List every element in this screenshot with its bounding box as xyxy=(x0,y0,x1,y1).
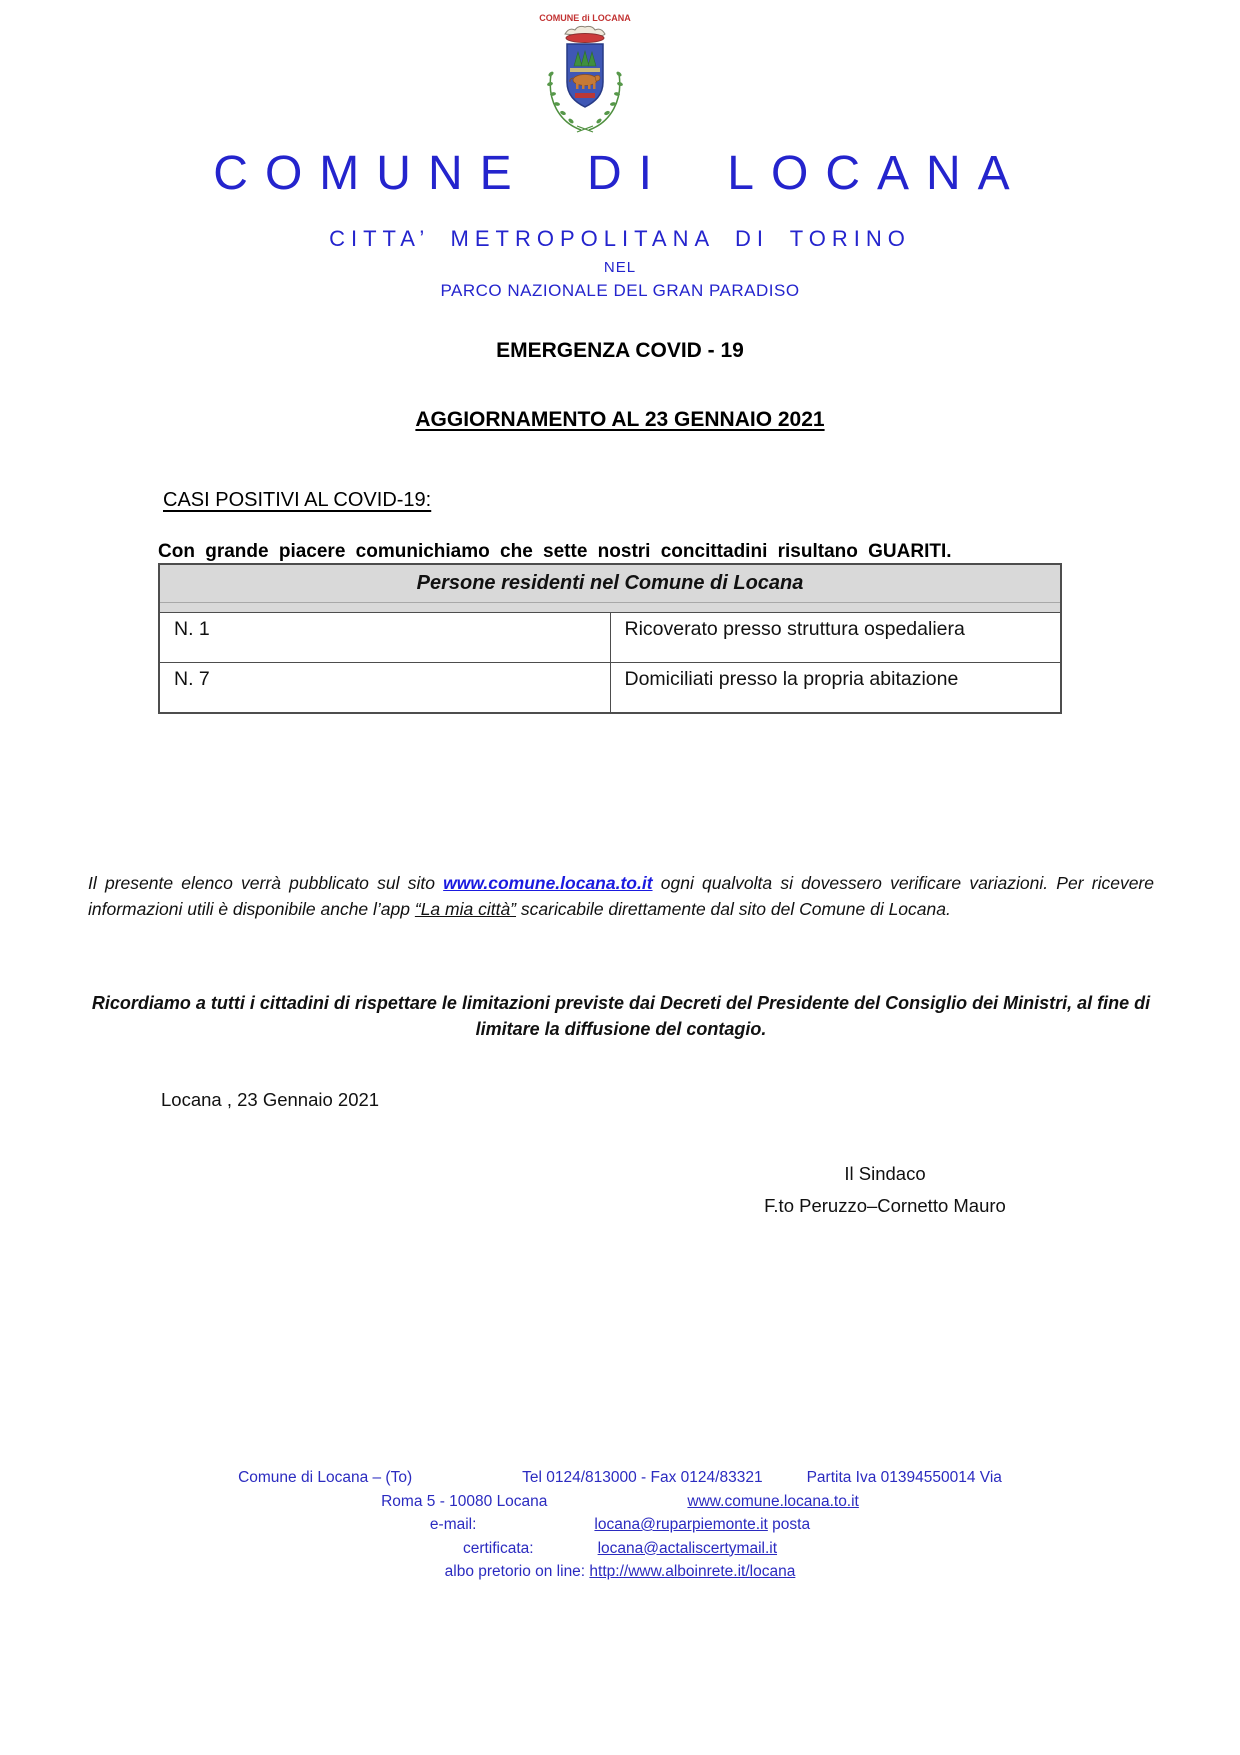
case-count: N. 1 xyxy=(159,613,610,663)
motto-ribbon xyxy=(575,93,595,98)
footer-tel-fax: Tel 0124/813000 - Fax 0124/83321 xyxy=(522,1469,763,1486)
good-news-line: Con grande piacere comunichiamo che sette nostri concittadini risultano GUARITI. xyxy=(158,541,952,562)
footer-email-label: e-mail: xyxy=(429,1516,477,1533)
cases-table xyxy=(158,563,1062,714)
site-link[interactable]: www.comune.locana.to.it xyxy=(443,872,653,893)
footer-albo-link[interactable]: http://www.alboinrete.it/locana xyxy=(589,1563,796,1580)
footer-line-1 xyxy=(0,1466,1240,1490)
spacer xyxy=(534,1552,598,1553)
municipal-coat-of-arms-icon xyxy=(537,12,633,138)
table-row xyxy=(159,613,1061,663)
cases-heading: CASI POSITIVI AL COVID-19: xyxy=(163,489,432,511)
table-header-cell: Persone residenti nel Comune di Locana xyxy=(159,564,1061,603)
footer-pec-label: certificata: xyxy=(462,1539,534,1557)
footer-site-link[interactable]: www.comune.locana.to.it xyxy=(687,1492,859,1510)
footer-email-link[interactable]: locana@ruparpiemonte.it xyxy=(594,1516,768,1533)
masthead-municipality: COMUNE DI LOCANA xyxy=(213,147,1027,200)
publication-info-paragraph xyxy=(88,870,1154,923)
spacer xyxy=(763,1481,807,1482)
info-text: scaricabile direttamente dal sito del Comune di Locana. xyxy=(516,899,951,919)
footer-address: Roma 5 - 10080 Locana xyxy=(381,1492,548,1510)
case-description: Ricoverato presso struttura ospedaliera xyxy=(610,613,1061,663)
crown-icon xyxy=(565,26,605,42)
footer-line-5 xyxy=(0,1560,1240,1584)
footer-vat: Partita Iva 01394550014 Via xyxy=(806,1469,1002,1486)
info-text: Il presente elenco verrà pubblicato sul sito xyxy=(88,872,444,893)
table-header-strip xyxy=(159,603,1061,613)
case-description: Domiciliati presso la propria abitazione xyxy=(610,663,1061,714)
table-row xyxy=(159,663,1061,714)
masthead-connector: NEL xyxy=(603,259,637,276)
reminder-paragraph: Ricordiamo a tutti i cittadini di rispettare le limitazioni previste dai Decreti del Presidente del Consiglio dei Ministri, al fine di limitare la diffusione del contagio. xyxy=(91,993,1151,1039)
logo-caption: COMUNE di LOCANA xyxy=(539,13,631,23)
footer-org: Comune di Locana – (To) xyxy=(238,1469,413,1486)
signature-role: Il Sindaco xyxy=(844,1163,926,1184)
footer-line-2 xyxy=(0,1490,1240,1514)
shield-icon xyxy=(567,44,603,107)
signature-block xyxy=(735,1158,1035,1222)
spacer xyxy=(476,1528,594,1529)
masthead-subtitle: CITTA’ METROPOLITANA DI TORINO xyxy=(329,226,911,251)
signature-name: F.to Peruzzo–Cornetto Mauro xyxy=(764,1195,1006,1216)
case-count: N. 7 xyxy=(159,663,610,714)
table-header-row xyxy=(159,564,1061,603)
app-name: “La mia città” xyxy=(414,899,517,919)
footer-line-3 xyxy=(0,1513,1240,1537)
emergency-heading: EMERGENZA COVID - 19 xyxy=(496,339,744,362)
footer-email-suffix: posta xyxy=(767,1516,811,1533)
dateline: Locana , 23 Gennaio 2021 xyxy=(161,1089,380,1110)
band-shape xyxy=(570,68,600,72)
footer-albo-label: albo pretorio on line: xyxy=(444,1563,590,1580)
info-text: ogni qualvolta si dovessero verificare variazioni. Per ricevere informazioni utili è disponibile anche l’app xyxy=(88,872,1154,919)
footer-line-4 xyxy=(0,1537,1240,1561)
footer-pec-link[interactable]: locana@actaliscertymail.it xyxy=(597,1539,778,1557)
update-heading: AGGIORNAMENTO AL 23 GENNAIO 2021 xyxy=(415,408,825,431)
masthead-park-line: PARCO NAZIONALE DEL GRAN PARADISO xyxy=(440,281,800,300)
footer xyxy=(0,1466,1240,1584)
spacer xyxy=(547,1505,687,1506)
spacer xyxy=(412,1481,522,1482)
